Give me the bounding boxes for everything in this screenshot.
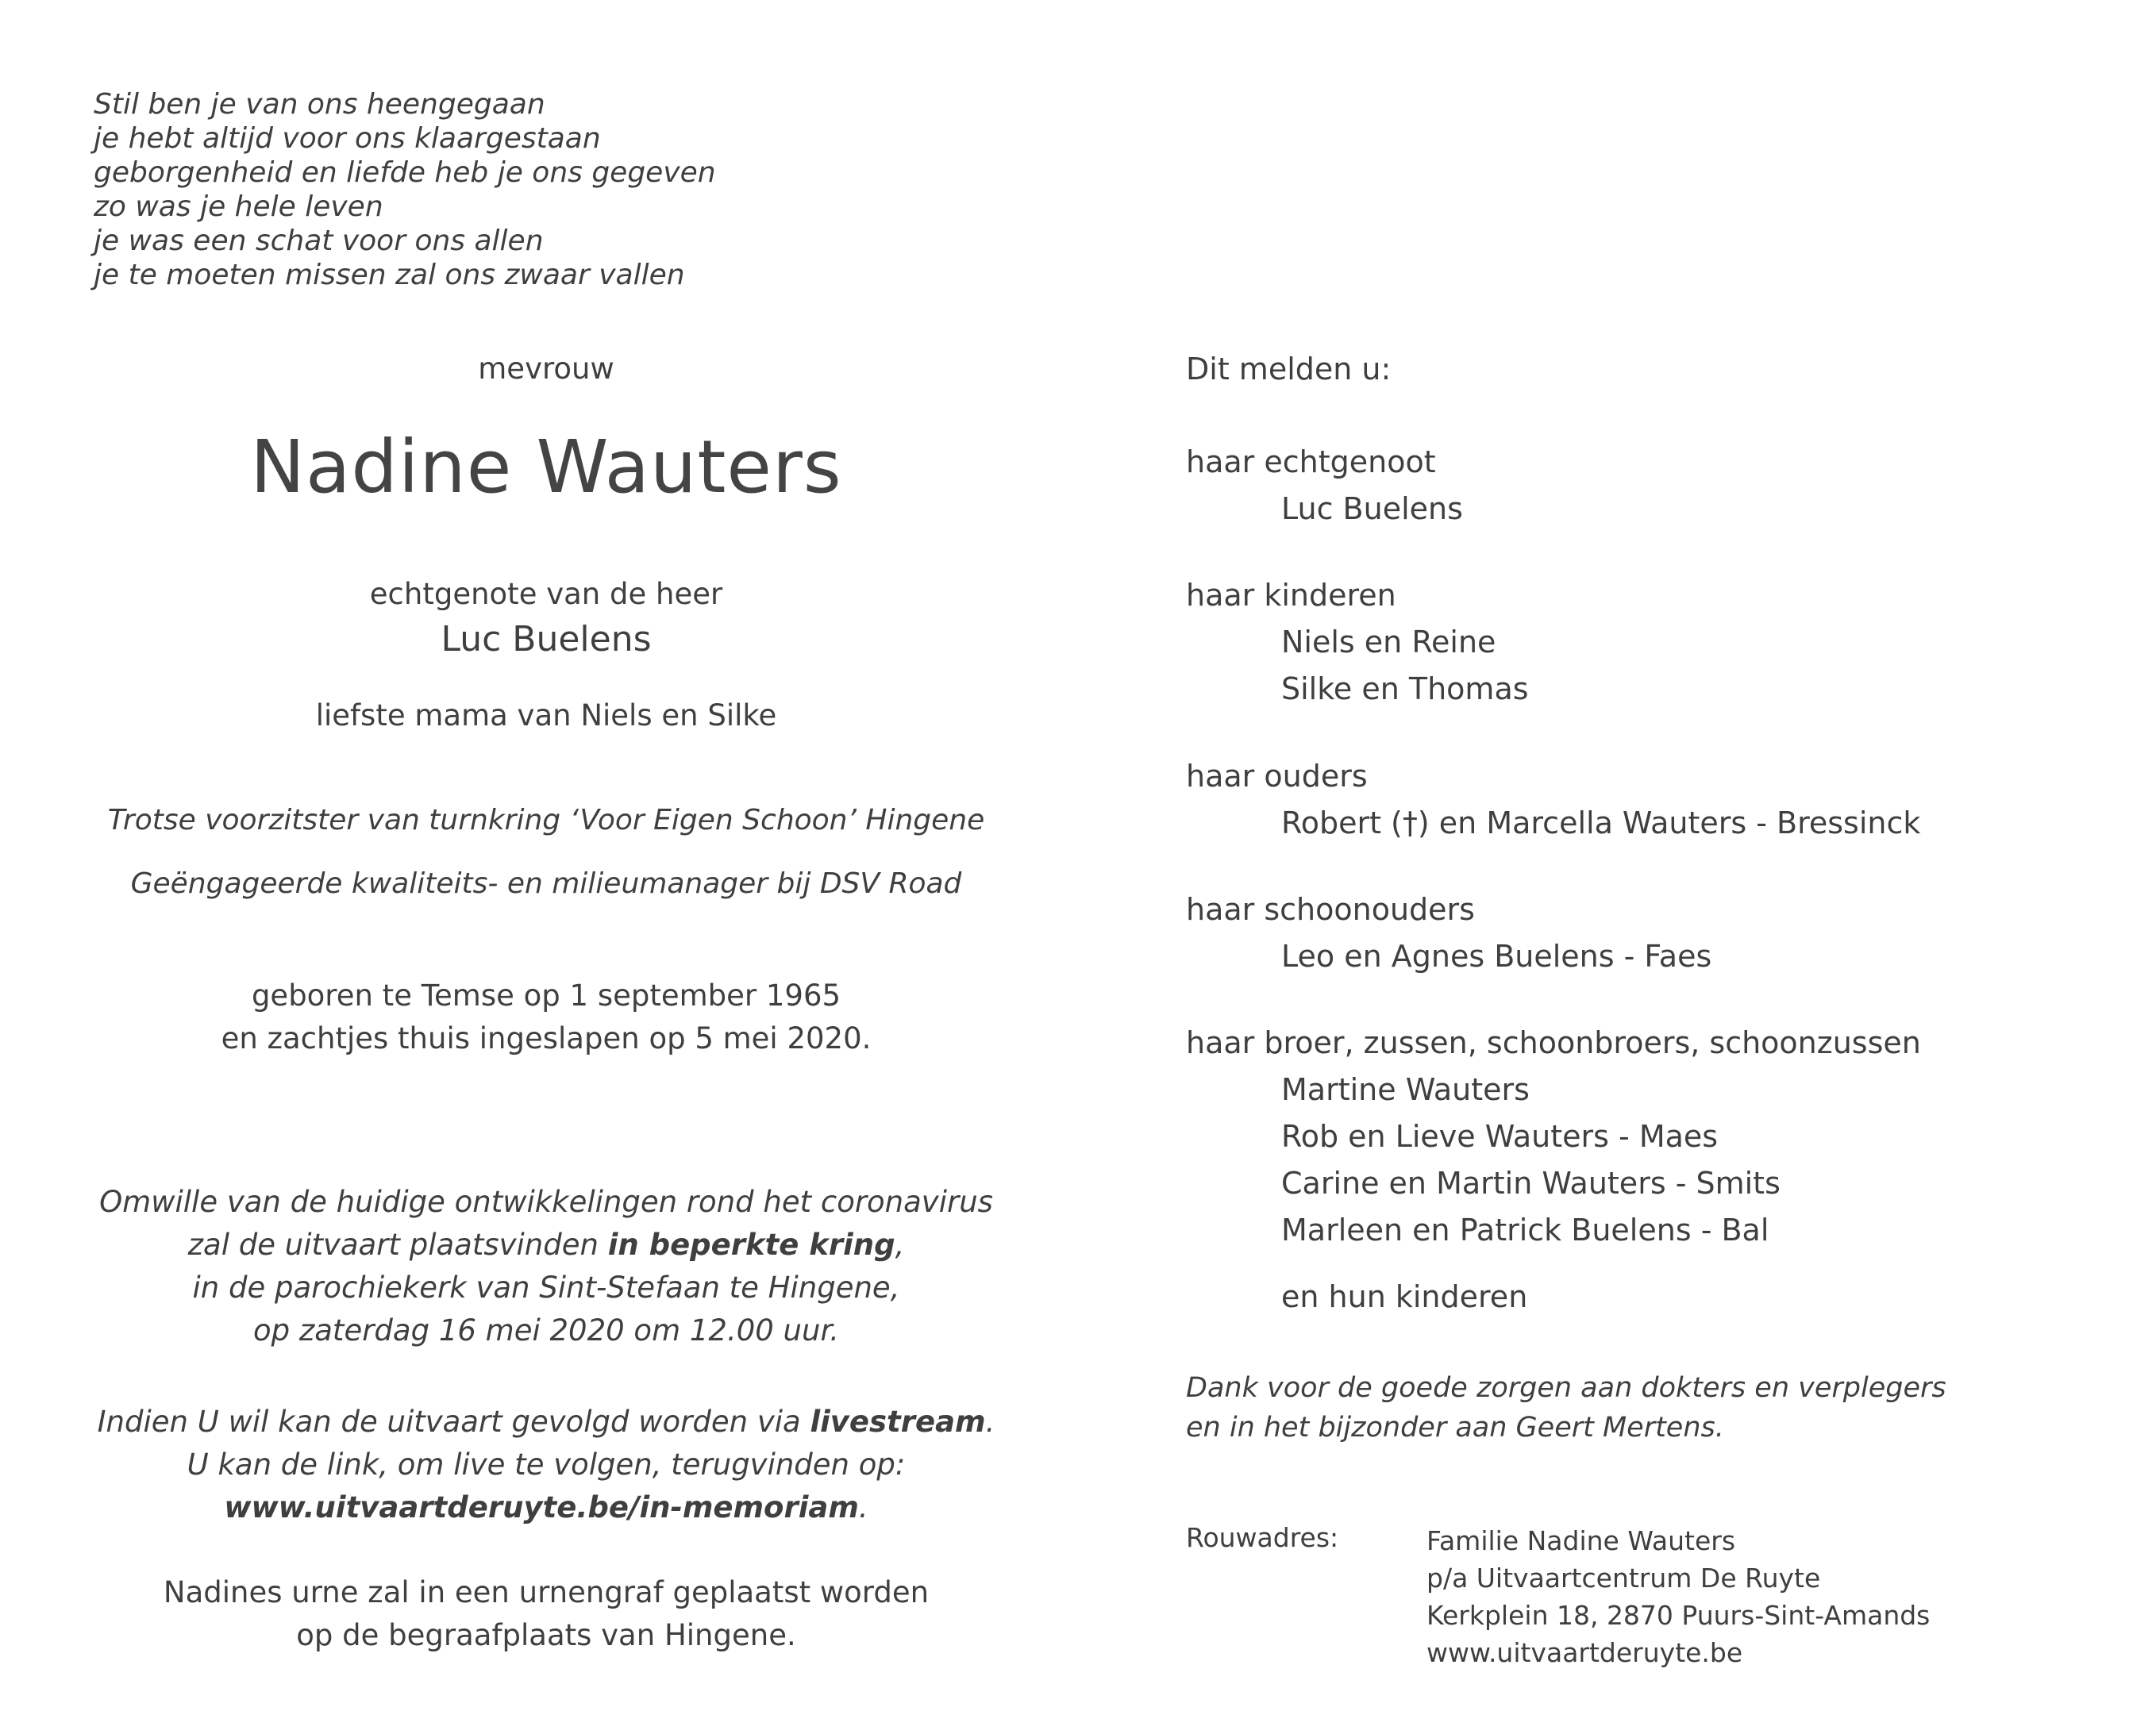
sibling-entry: Marleen en Patrick Buelens - Bal xyxy=(1281,1213,1769,1248)
inlaws-entry: Leo en Agnes Buelens - Faes xyxy=(1281,939,1712,974)
inlaws-heading: haar schoonouders xyxy=(1186,892,1475,927)
death-line: en zachtjes thuis ingeslapen op 5 mei 2020. xyxy=(221,1021,872,1055)
spouse-entry: Luc Buelens xyxy=(1281,491,1463,526)
children-entry: Silke en Thomas xyxy=(1281,671,1529,706)
children-entry: Niels en Reine xyxy=(1281,625,1496,659)
livestream-bold: livestream xyxy=(810,1405,986,1439)
poem-line: Stil ben je van ons heengegaan xyxy=(94,88,545,121)
corona-text: zal de uitvaart plaatsvinden xyxy=(187,1228,608,1262)
deceased-name: Nadine Wauters xyxy=(250,425,842,509)
address-label: Rouwadres: xyxy=(1186,1522,1339,1553)
corona-line-4: op zaterdag 16 mei 2020 om 12.00 uur. xyxy=(252,1313,840,1348)
mourning-address xyxy=(1426,1522,1930,1671)
address-line: p/a Uitvaartcentrum De Ruyte xyxy=(1426,1563,1821,1594)
spouse-heading: haar echtgenoot xyxy=(1186,444,1436,479)
stream-link-punct: . xyxy=(858,1490,868,1524)
salutation: mevrouw xyxy=(478,352,614,386)
thanks-line-1: Dank voor de goede zorgen aan dokters en verplegers xyxy=(1186,1372,1946,1404)
poem-line: zo was je hele leven xyxy=(94,190,383,223)
stream-text: Indien U wil kan de uitvaart gevolgd worden via xyxy=(97,1405,810,1439)
stream-punct: . xyxy=(985,1405,995,1439)
mother-of: liefste mama van Niels en Silke xyxy=(315,698,777,732)
stream-line-1 xyxy=(94,1405,999,1439)
parents-entry: Robert (†) en Marcella Wauters - Bressinck xyxy=(1281,805,1921,840)
children-heading: haar kinderen xyxy=(1186,578,1396,613)
and-their-children: en hun kinderen xyxy=(1281,1279,1528,1314)
thanks-line-2: en in het bijzonder aan Geert Mertens. xyxy=(1186,1412,1724,1444)
role-manager: Geëngageerde kwaliteits- en milieumanager bij DSV Road xyxy=(130,867,962,900)
thanks-note xyxy=(1186,1368,1946,1448)
siblings-heading: haar broer, zussen, schoonbroers, schoonzussen xyxy=(1186,1025,1921,1060)
address-line: Kerkplein 18, 2870 Puurs-Sint-Amands xyxy=(1426,1600,1931,1631)
birth-line: geboren te Temse op 1 september 1965 xyxy=(251,978,841,1013)
spouse-intro: echtgenote van de heer xyxy=(369,577,723,611)
corona-punct: , xyxy=(895,1228,905,1262)
corona-line-1: Omwille van de huidige ontwikkelingen rond het coronavirus xyxy=(99,1185,993,1219)
restricted-circle-bold: in beperkte kring xyxy=(607,1228,895,1262)
urn-line-2: op de begraafplaats van Hingene. xyxy=(296,1618,796,1652)
parents-heading: haar ouders xyxy=(1186,759,1368,794)
spouse-name: Luc Buelens xyxy=(441,619,652,659)
announcement-intro: Dit melden u: xyxy=(1186,352,1392,386)
sibling-entry: Rob en Lieve Wauters - Maes xyxy=(1281,1119,1719,1154)
stream-line-2: U kan de link, om live te volgen, terugvinden op: xyxy=(187,1448,906,1482)
poem-line: geborgenheid en liefde heb je ons gegeven xyxy=(94,156,716,189)
sibling-entry: Martine Wauters xyxy=(1281,1072,1530,1107)
poem-line: je was een schat voor ons allen xyxy=(94,225,544,257)
poem xyxy=(94,87,716,292)
poem-line: je te moeten missen zal ons zwaar vallen xyxy=(94,259,685,291)
corona-line-2 xyxy=(94,1228,999,1262)
role-chairwoman: Trotse voorzitster van turnkring ‘Voor Eigen Schoon’ Hingene xyxy=(107,804,985,836)
poem-line: je hebt altijd voor ons klaargestaan xyxy=(94,122,601,155)
address-line: Familie Nadine Wauters xyxy=(1426,1525,1736,1556)
sibling-entry: Carine en Martin Wauters - Smits xyxy=(1281,1166,1781,1201)
urn-line-1: Nadines urne zal in een urnengraf geplaatst worden xyxy=(163,1575,930,1609)
memoriam-link[interactable]: www.uitvaartderuyte.be/in-memoriam xyxy=(224,1490,859,1524)
address-website-link[interactable]: www.uitvaartderuyte.be xyxy=(1426,1637,1743,1668)
corona-line-3: in de parochiekerk van Sint-Stefaan te Hingene, xyxy=(192,1271,900,1305)
stream-link-line xyxy=(94,1490,999,1524)
